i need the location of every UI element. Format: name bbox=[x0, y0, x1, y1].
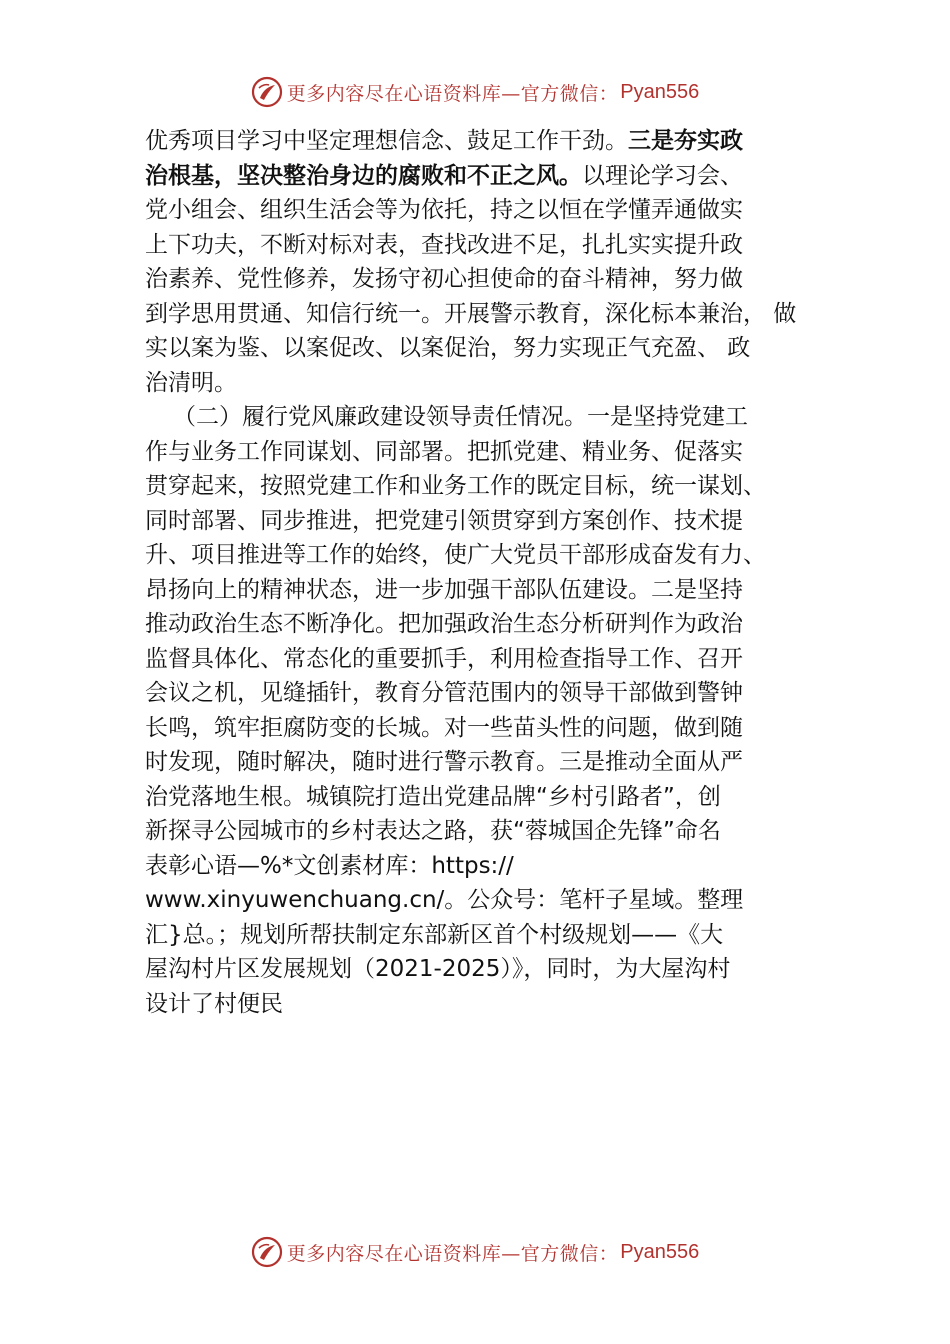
text-segment: 屋沟村片区发展规划（2021-2025）》，同时，为大屋沟村 bbox=[145, 956, 731, 982]
text-line bbox=[145, 883, 835, 918]
text-line bbox=[145, 538, 835, 573]
text-segment: 贯穿起来，按照党建工作和业务工作的既定目标，统一谋划、 bbox=[145, 473, 766, 499]
text-segment: 会议之机，见缝插针，教育分管范围内的领导干部做到警钟 bbox=[145, 680, 743, 706]
text-segment: 治素养、党性修养，发扬守初心担使命的奋斗精神，努力做 bbox=[145, 266, 743, 292]
text-line bbox=[145, 573, 835, 608]
text-segment: 党小组会、组织生活会等为依托，持之以恒在学懂弄通做实 bbox=[145, 197, 743, 223]
text-line bbox=[145, 849, 835, 884]
text-line bbox=[145, 159, 835, 194]
text-line bbox=[145, 676, 835, 711]
bold-text-segment: 三是夯实政 bbox=[628, 128, 743, 154]
text-line bbox=[145, 366, 835, 401]
text-line bbox=[145, 987, 835, 1022]
text-line bbox=[145, 435, 835, 470]
text-segment: www.xinyuwenchuang.cn/。公众号：笔杆子星域。整理 bbox=[145, 887, 744, 913]
header-watermark-banner bbox=[0, 72, 950, 112]
text-line bbox=[145, 228, 835, 263]
footer-watermark-banner bbox=[0, 1232, 950, 1272]
text-segment: 设计了村便民 bbox=[145, 990, 283, 1017]
text-line bbox=[145, 780, 835, 815]
text-line bbox=[145, 331, 835, 366]
text-line bbox=[145, 607, 835, 642]
text-line bbox=[145, 504, 835, 539]
text-line bbox=[145, 297, 835, 332]
banner-text: 更多内容尽在心语资料库—官方微信： bbox=[286, 1242, 619, 1265]
text-segment: 同时部署、同步推进，把党建引领贯穿到方案创作、技术提 bbox=[145, 507, 743, 534]
banner-text: 更多内容尽在心语资料库—官方微信： bbox=[286, 82, 619, 105]
text-line bbox=[145, 400, 835, 435]
text-segment: 优秀项目学习中坚定理想信念、鼓足工作干劲。 bbox=[145, 128, 628, 154]
text-line bbox=[145, 952, 835, 987]
brand-logo-icon bbox=[251, 1236, 283, 1268]
text-segment: 推动政治生态不断净化。把加强政治生态分析研判作为政治 bbox=[145, 611, 743, 637]
banner-wechat-id: Pyan556 bbox=[620, 80, 700, 103]
document-body bbox=[145, 124, 835, 1021]
text-segment: 新探寻公园城市的乡村表达之路，获“蓉城国企先锋”命名 bbox=[145, 818, 721, 844]
banner-wechat-id: Pyan556 bbox=[620, 1240, 700, 1263]
text-line bbox=[145, 918, 835, 953]
text-line bbox=[145, 262, 835, 297]
text-segment: 以理论学习会、 bbox=[582, 162, 743, 189]
text-segment: 昂扬向上的精神状态，进一步加强干部队伍建设。二是坚持 bbox=[145, 576, 743, 603]
text-line bbox=[145, 745, 835, 780]
text-segment: 长鸣，筑牢拒腐防变的长城。对一些苗头性的问题，做到随 bbox=[145, 714, 743, 741]
text-segment: 表彰心语—%*文创素材库：https:// bbox=[145, 852, 514, 879]
text-line bbox=[145, 124, 835, 159]
text-segment: 到学思用贯通、知信行统一。开展警示教育，深化标本兼治， 做 bbox=[145, 300, 797, 327]
text-segment: 时发现，随时解决，随时进行警示教育。三是推动全面从严 bbox=[145, 749, 743, 775]
text-segment: 汇}总。；规划所帮扶制定东部新区首个村级规划——《大 bbox=[145, 921, 724, 948]
text-segment: 实以案为鉴、以案促改、以案促治，努力实现正气充盈、 政 bbox=[145, 335, 751, 361]
text-segment: 上下功夫，不断对标对表，查找改进不足，扎扎实实提升政 bbox=[145, 231, 743, 258]
text-line bbox=[145, 469, 835, 504]
text-segment: 治党落地生根。城镇院打造出党建品牌“乡村引路者”，创 bbox=[145, 783, 721, 810]
text-line bbox=[145, 814, 835, 849]
text-line bbox=[145, 642, 835, 677]
text-line bbox=[145, 193, 835, 228]
text-segment: 监督具体化、常态化的重要抓手，利用检查指导工作、召开 bbox=[145, 645, 743, 672]
text-segment: 治清明。 bbox=[145, 369, 237, 396]
text-segment: （二）履行党风廉政建设领导责任情况。一是坚持党建工 bbox=[173, 404, 748, 430]
text-segment: 升、项目推进等工作的始终，使广大党员干部形成奋发有力、 bbox=[145, 542, 766, 568]
bold-text-segment: 治根基，坚决整治身边的腐败和不正之风。 bbox=[145, 162, 582, 189]
brand-logo-icon bbox=[251, 76, 283, 108]
text-segment: 作与业务工作同谋划、同部署。把抓党建、精业务、促落实 bbox=[145, 438, 743, 465]
text-line bbox=[145, 711, 835, 746]
